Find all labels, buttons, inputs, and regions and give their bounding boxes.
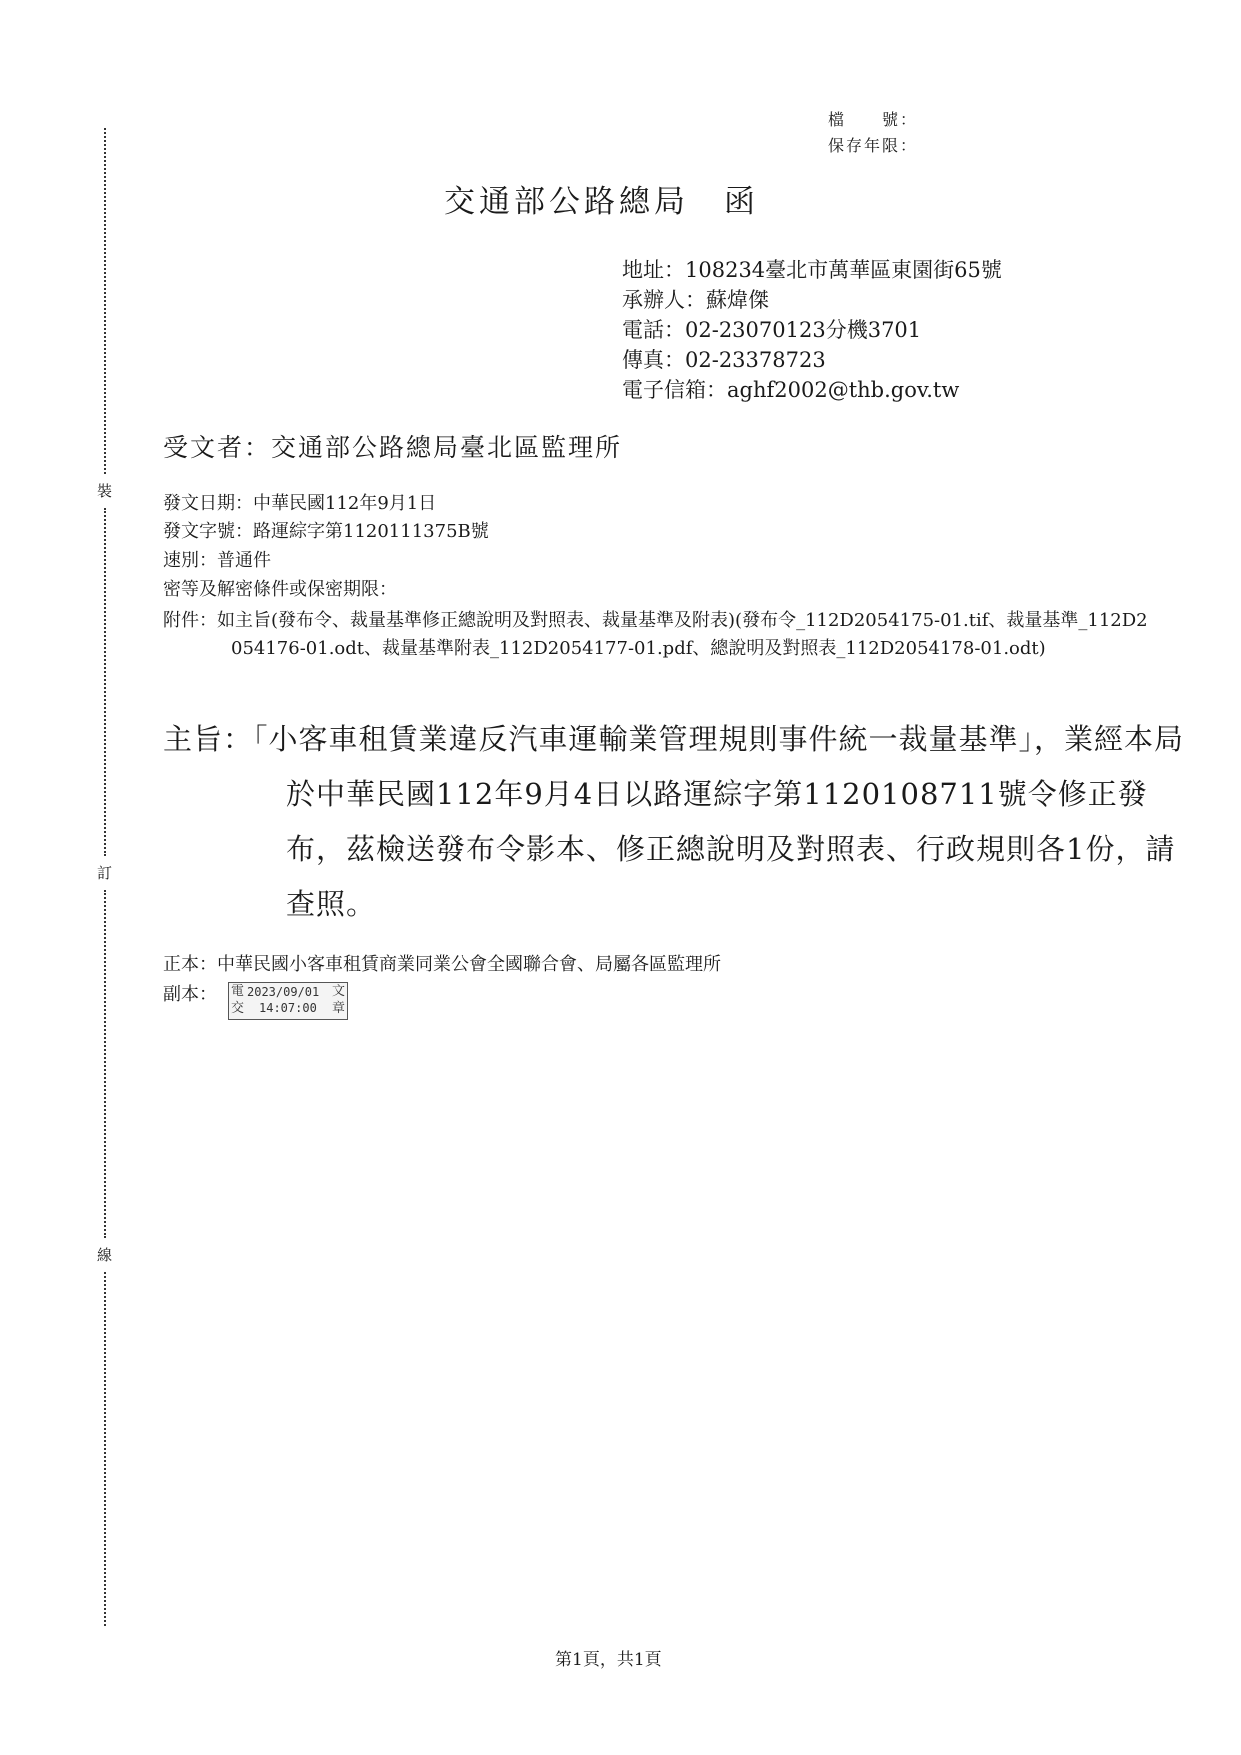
binding-line-top [104,128,106,474]
file-number-label: 檔 號： [828,110,919,129]
org-address: 地址：108234臺北市萬華區東園街65號 [622,258,1002,282]
org-email: 電子信箱：aghf2002@thb.gov.tw [622,378,960,402]
org-phone: 電話：02-23070123分機3701 [622,318,922,342]
stamp-char: 章 [331,1001,345,1016]
stamp-date: 2023/09/01 [247,985,320,999]
org-handler: 承辦人：蘇煒傑 [622,288,769,312]
speed-class: 速別：普通件 [163,550,271,571]
binding-mark-xian: 線 [97,1246,113,1264]
binding-line-mid [104,508,106,856]
binding-mark-zhuang: 裝 [97,482,113,500]
binding-line-lower [104,890,106,1238]
recipient: 受文者：交通部公路總局臺北區監理所 [163,433,623,462]
original-recipients: 正本：中華民國小客車租賃商業同業公會全國聯合會、局屬各區監理所 [163,954,721,975]
dispatch-number: 發文字號：路運綜字第1120111375B號 [163,521,489,542]
document-title: 交通部公路總局 函 [444,184,759,220]
subject-paragraph: 主旨：「小客車租賃業違反汽車運輸業管理規則事件統一裁量基準」，業經本局於中華民國112年9月4日以路運綜字第1120108711號令修正發布，茲檢送發布令影本、修正總說明及對照表、行政規則各1份，請查照。 [163,722,1185,921]
stamp-char: 文 [331,984,345,999]
secrecy-level: 密等及解密條件或保密期限： [163,579,397,600]
attachments: 附件：如主旨(發布令、裁量基準修正總說明及對照表、裁量基準及附表)(發布令_112D2054175-01.tif、裁量基準_112D2054176-01.odt、裁量基準附表_112D2054177-01.pdf、總說明及對照表_112D2054178-01.odt) [163,610,1148,659]
stamp-char: 電 [231,984,245,999]
stamp-char: 交 [231,1001,245,1016]
stamp-time: 14:07:00 [259,1001,317,1015]
page-number: 第1頁，共1頁 [555,1650,662,1670]
binding-mark-ding: 訂 [97,864,113,882]
copy-recipients-label: 副本： [163,984,217,1005]
retention-label: 保存年限： [828,136,919,155]
org-fax: 傳真：02-23378723 [622,348,826,372]
electronic-seal-stamp [228,982,348,1020]
dispatch-date: 發文日期：中華民國112年9月1日 [163,493,437,514]
binding-line-bottom [104,1272,106,1626]
